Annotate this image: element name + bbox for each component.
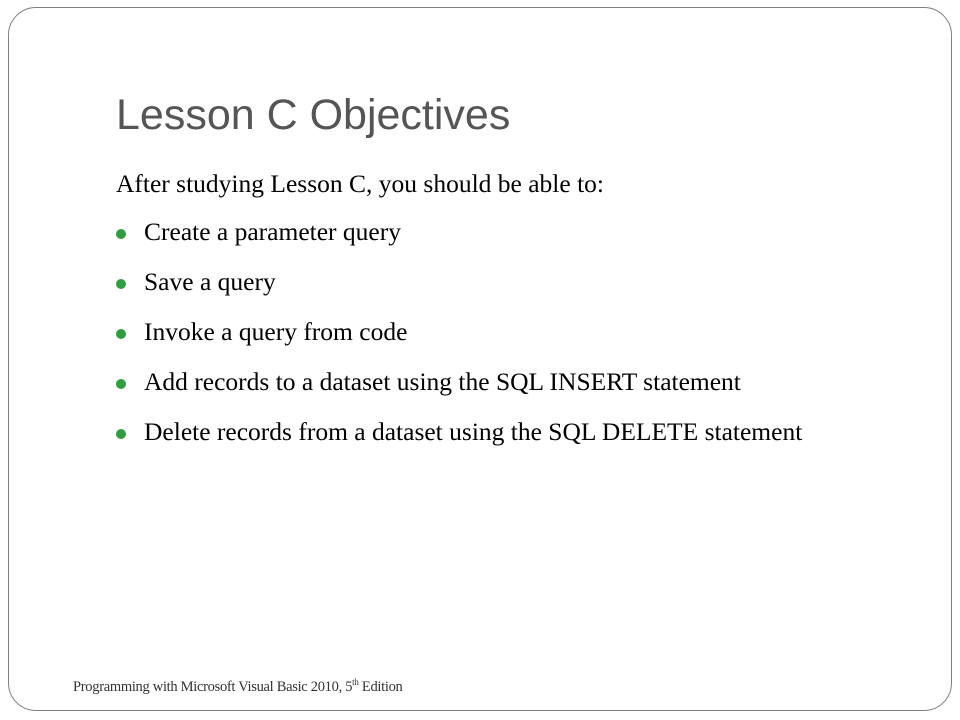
objective-item xyxy=(116,366,916,398)
footer-text-end: Edition xyxy=(358,679,403,695)
objective-item xyxy=(116,266,916,298)
objective-text: Save a query xyxy=(144,266,276,296)
objective-item xyxy=(116,316,916,348)
objective-item xyxy=(116,216,916,248)
objective-text: Invoke a query from code xyxy=(144,316,408,346)
bullet-icon xyxy=(116,279,126,289)
objective-text: Delete records from a dataset using the SQL DELETE statement xyxy=(144,416,803,446)
slide-title: Lesson C Objectives xyxy=(116,91,511,139)
slide-frame xyxy=(8,7,952,711)
bullet-icon xyxy=(116,229,126,239)
slide-body xyxy=(116,168,916,466)
objective-text: Add records to a dataset using the SQL INSERT statement xyxy=(144,366,741,396)
footer-text xyxy=(73,679,403,696)
objectives-list xyxy=(116,216,916,448)
footer-superscript: th xyxy=(352,677,359,688)
intro-text: After studying Lesson C, you should be able to: xyxy=(116,169,604,198)
bullet-icon xyxy=(116,429,126,439)
bullet-icon xyxy=(116,379,126,389)
footer-text-main: Programming with Microsoft Visual Basic 2010, 5 xyxy=(73,679,353,695)
bullet-icon xyxy=(116,329,126,339)
objective-item xyxy=(116,416,916,448)
objective-text: Create a parameter query xyxy=(144,216,401,246)
